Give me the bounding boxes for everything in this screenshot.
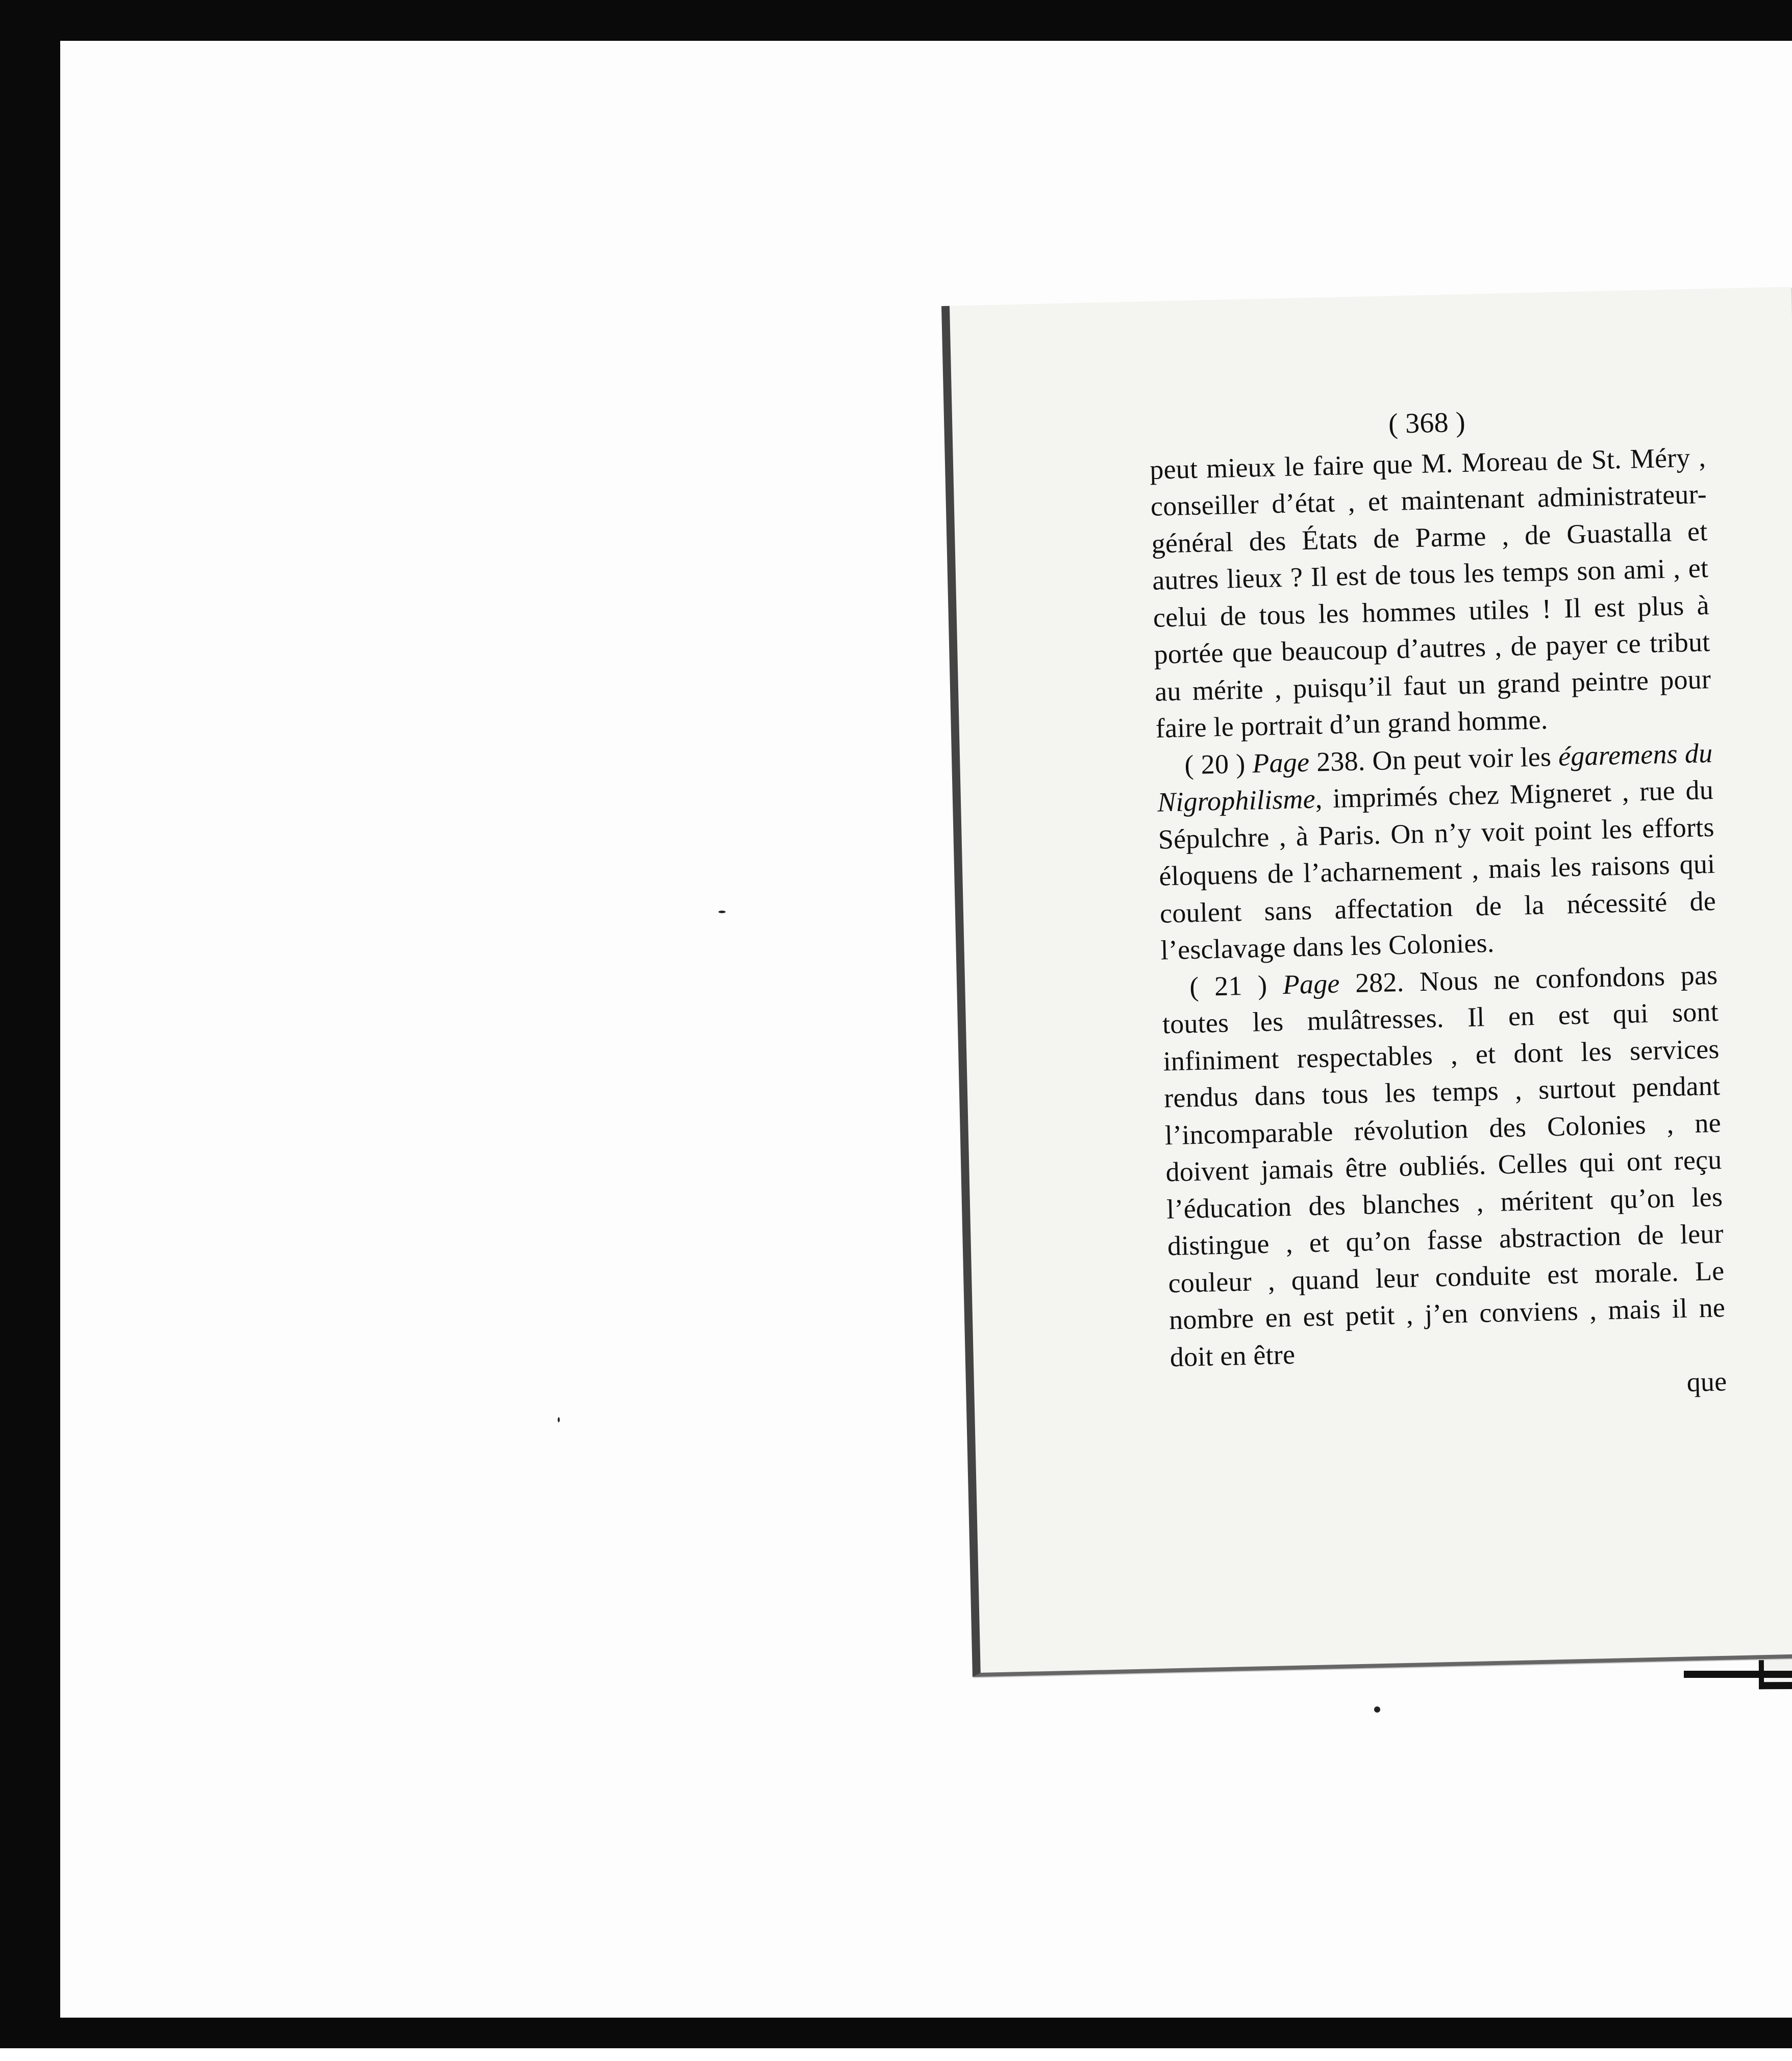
scan-speck [558, 1417, 560, 1422]
note-21-page-ref: 282. [1355, 966, 1405, 998]
note-20-page-label: Page [1252, 746, 1310, 778]
scan-border-left [0, 0, 60, 2061]
note-20-title: égaremens du Nigrophilisme [1157, 737, 1713, 818]
page-number-header: ( 368 ) [1388, 406, 1466, 440]
note-21 [1161, 956, 1727, 1375]
scan-bottom-strip [0, 2048, 1792, 2061]
catchword: que [1686, 1366, 1727, 1398]
page-text-block [1149, 398, 1727, 1413]
note-20-page-ref: 238. [1316, 745, 1366, 777]
note-21-number: ( 21 ) [1189, 969, 1267, 1002]
scan-border-top [0, 0, 1792, 41]
note-20-text-a: On peut voir les [1372, 741, 1552, 776]
note-21-page-label: Page [1282, 968, 1340, 1000]
note-20-number: ( 20 ) [1184, 748, 1246, 780]
scan-speck [718, 911, 726, 913]
book-page [941, 287, 1792, 1677]
note-20 [1156, 734, 1718, 969]
scan-speck [1374, 1706, 1380, 1713]
note-21-text: Nous ne confondons pas toutes les mulâtresses. Il en est qui sont infiniment respectables , et dont les services rendus dans tous les temps , surtout pendant l’incomparable révolution des Colonies , ne doivent jamais être oubliés. Celles qui ont reçu l’éducation des blanches , méritent qu’on les distingue , et qu’on fasse abstraction de leur couleur , quand leur conduite est morale. Le nombre en est petit , j’en conviens , mais il ne doit en être [1162, 959, 1726, 1372]
adjacent-page-edge-bottom [1684, 1671, 1792, 1678]
note-20-text-b: , imprimés chez Migneret , rue du Sépulchre , à Paris. On n’y voit point les efforts éloquens de l’acharnement , mais les raisons qui coulent sans affectation de la nécessité de l’esclavage dans les Colonies. [1158, 774, 1716, 966]
paragraph-continuation: peut mieux le faire que M. Moreau de St. Méry , conseiller d’état , et maintenant administrateur-général des États de Parme , de Guastalla et autres lieux ? Il est de tous les temps son ami , et celui de tous les hommes utiles ! Il est plus à portée que beaucoup d’autres , de payer ce tribut au mérite , puisqu’il faut un grand peintre pour faire le portrait d’un grand homme. [1149, 441, 1711, 744]
